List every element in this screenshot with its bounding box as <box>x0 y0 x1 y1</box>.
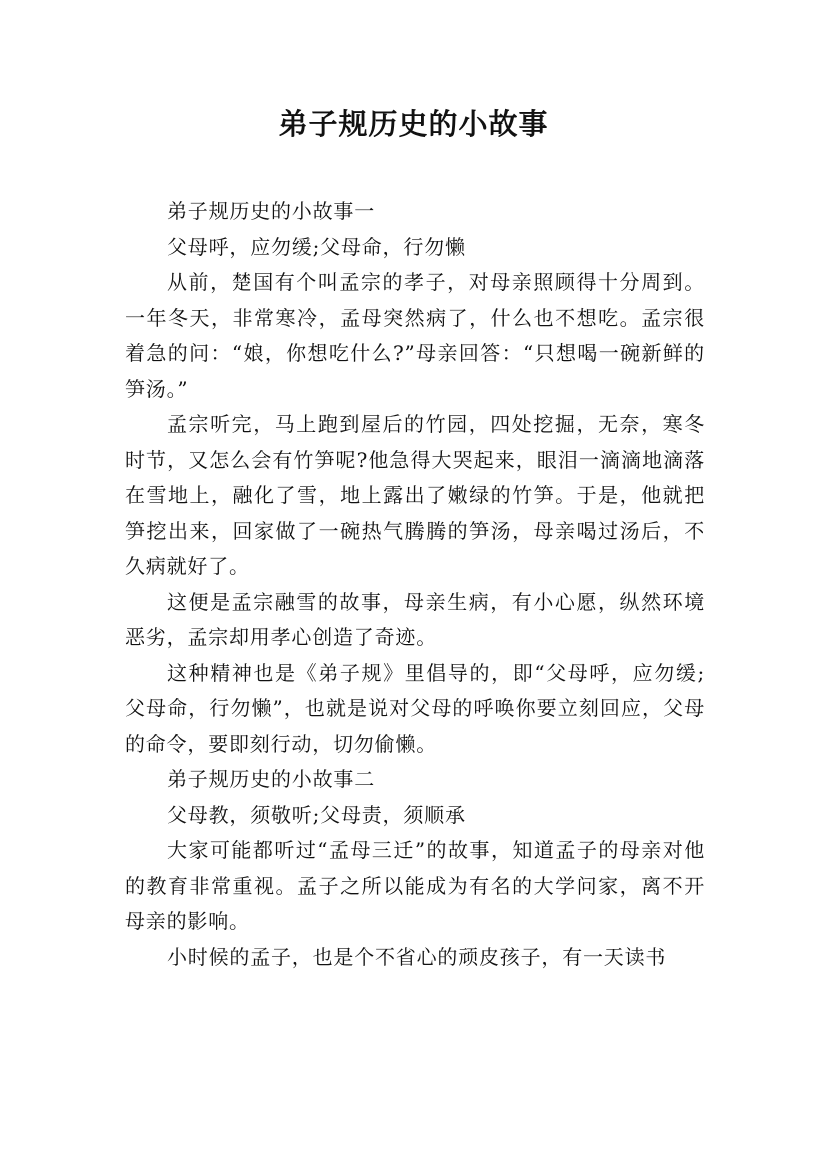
subheading-story-two: 弟子规历史的小故事二 <box>167 767 375 791</box>
document-body <box>125 194 705 975</box>
motto-line-two: 父母教，须敬听;父母责，须顺承 <box>167 802 466 827</box>
paragraph: 大家可能都听过“孟母三迁”的故事，知道孟子的母亲对他的教育非常重视。孟子之所以能成为有名的大学问家，离不开母亲的影响。 <box>125 838 705 933</box>
document-title: 弟子规历史的小故事 <box>278 107 549 141</box>
paragraph: 这种精神也是《弟子规》里倡导的，即“父母呼，应勿缓;父母命，行勿懒”，也就是说对父母的呼唤你要立刻回应，父母的命令，要即刻行动，切勿偷懒。 <box>125 660 705 756</box>
paragraph: 从前，楚国有个叫孟宗的孝子，对母亲照顾得十分周到。一年冬天，非常寒冷，孟母突然病了，什么也不想吃。孟宗很着急的问：“娘，你想吃什么?”母亲回答：“只想喝一碗新鲜的笋汤。” <box>125 270 705 401</box>
paragraph: 这便是孟宗融雪的故事，母亲生病，有小心愿，纵然环境恶劣，孟宗却用孝心创造了奇迹。 <box>125 589 705 649</box>
paragraph: 孟宗听完，马上跑到屋后的竹园，四处挖掘，无奈，寒冬时节，又怎么会有竹笋呢?他急得大哭起来，眼泪一滴滴地滴落在雪地上，融化了雪，地上露出了嫩绿的竹笋。于是，他就把笋挖出来，回家做了一碗热气腾腾的笋汤，母亲喝过汤后，不久病就好了。 <box>125 412 705 578</box>
motto-line-one: 父母呼，应勿缓;父母命，行勿懒 <box>167 234 466 259</box>
paragraph: 小时候的孟子，也是个不省心的顽皮孩子，有一天读书 <box>167 944 667 969</box>
subheading-story-one: 弟子规历史的小故事一 <box>167 199 375 223</box>
